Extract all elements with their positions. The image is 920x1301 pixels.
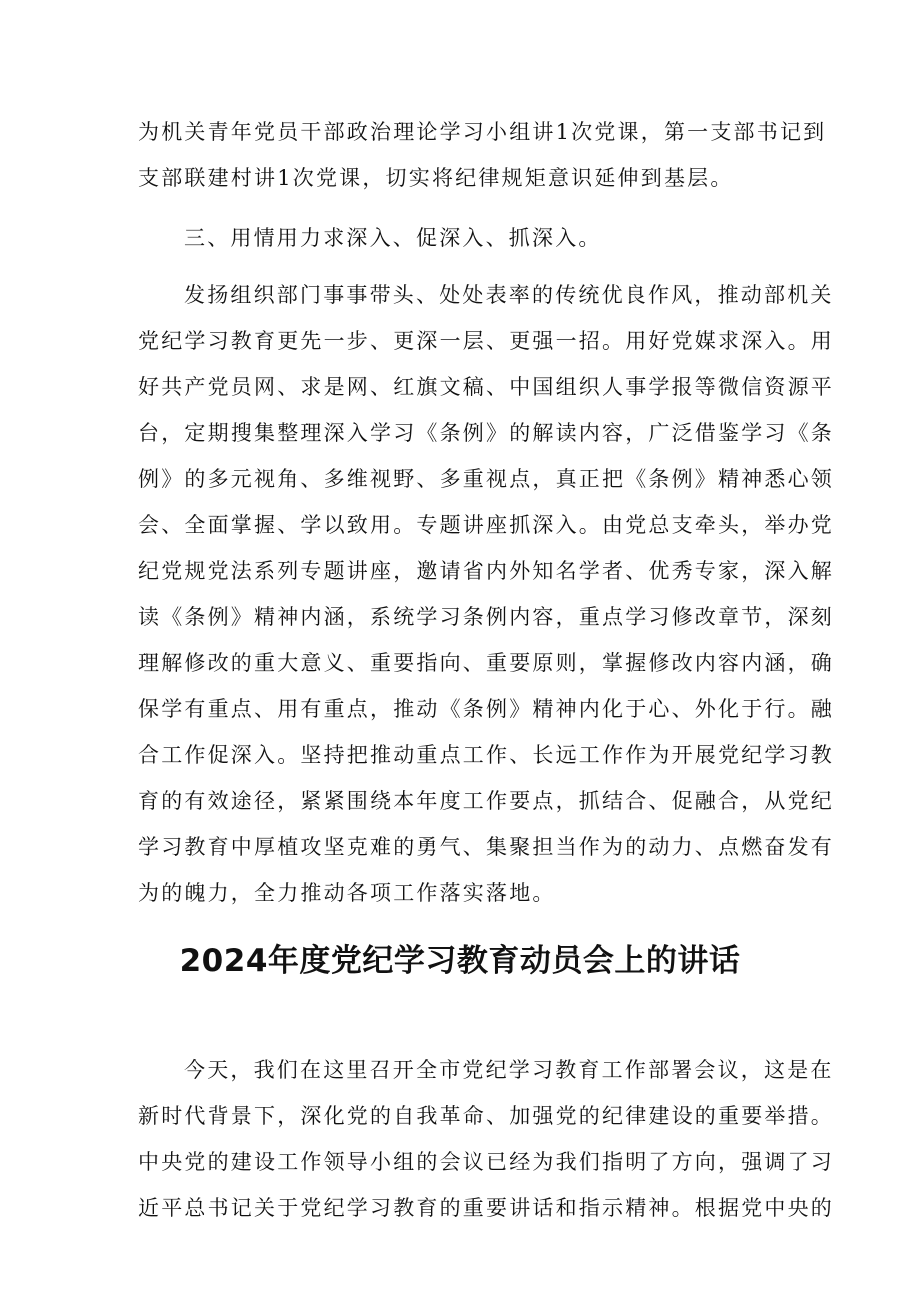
text-line: 为机关青年党员干部政治理论学习小组讲1次党课，第一支部书记到: [138, 120, 827, 144]
text-line: 新时代背景下，深化党的自我革命、加强党的纪律建设的重要举措。: [138, 1104, 834, 1128]
text-line: 党纪学习教育更先一步、更深一层、更强一招。用好党媒求深入。用: [138, 329, 834, 353]
text-line: 今天，我们在这里召开全市党纪学习教育工作部署会议，这是在: [184, 1058, 834, 1082]
text-line: 为的魄力，全力推动各项工作落实落地。: [138, 881, 556, 905]
text-line: 纪党规党法系列专题讲座，邀请省内外知名学者、优秀专家，深入解: [138, 559, 834, 583]
text-line: 理解修改的重大意义、重要指向、重要原则，掌握修改内容内涵，确: [138, 651, 834, 675]
text-line: 台，定期搜集整理深入学习《条例》的解读内容，广泛借鉴学习《条: [138, 421, 834, 445]
text-line: 读《条例》精神内涵，系统学习条例内容，重点学习修改章节，深刻: [138, 605, 834, 629]
text-line: 保学有重点、用有重点，推动《条例》精神内化于心、外化于行。融: [138, 697, 834, 721]
text-line: 好共产党员网、求是网、红旗文稿、中国组织人事学报等微信资源平: [138, 375, 834, 399]
text-line: 学习教育中厚植攻坚克难的勇气、集聚担当作为的动力、点燃奋发有: [138, 835, 834, 859]
text-line: 发扬组织部门事事带头、处处表率的传统优良作风，推动部机关: [184, 283, 834, 307]
section-heading: 三、用情用力求深入、促深入、抓深入。: [184, 226, 602, 250]
text-line: 例》的多元视角、多维视野、多重视点，真正把《条例》精神悉心领: [138, 467, 834, 491]
text-line: 合工作促深入。坚持把推动重点工作、长远工作作为开展党纪学习教: [138, 743, 834, 767]
text-line: 会、全面掌握、学以致用。专题讲座抓深入。由党总支牵头，举办党: [138, 513, 834, 537]
text-line: 中央党的建设工作领导小组的会议已经为我们指明了方向，强调了习: [138, 1150, 834, 1174]
text-line: 支部联建村讲1次党课，切实将纪律规矩意识延伸到基层。: [138, 166, 734, 190]
text-line: 近平总书记关于党纪学习教育的重要讲话和指示精神。根据党中央的: [138, 1196, 834, 1220]
text-line: 育的有效途径，紧紧围绕本年度工作要点，抓结合、促融合，从党纪: [138, 789, 834, 813]
document-title: 2024年度党纪学习教育动员会上的讲话: [179, 943, 741, 979]
